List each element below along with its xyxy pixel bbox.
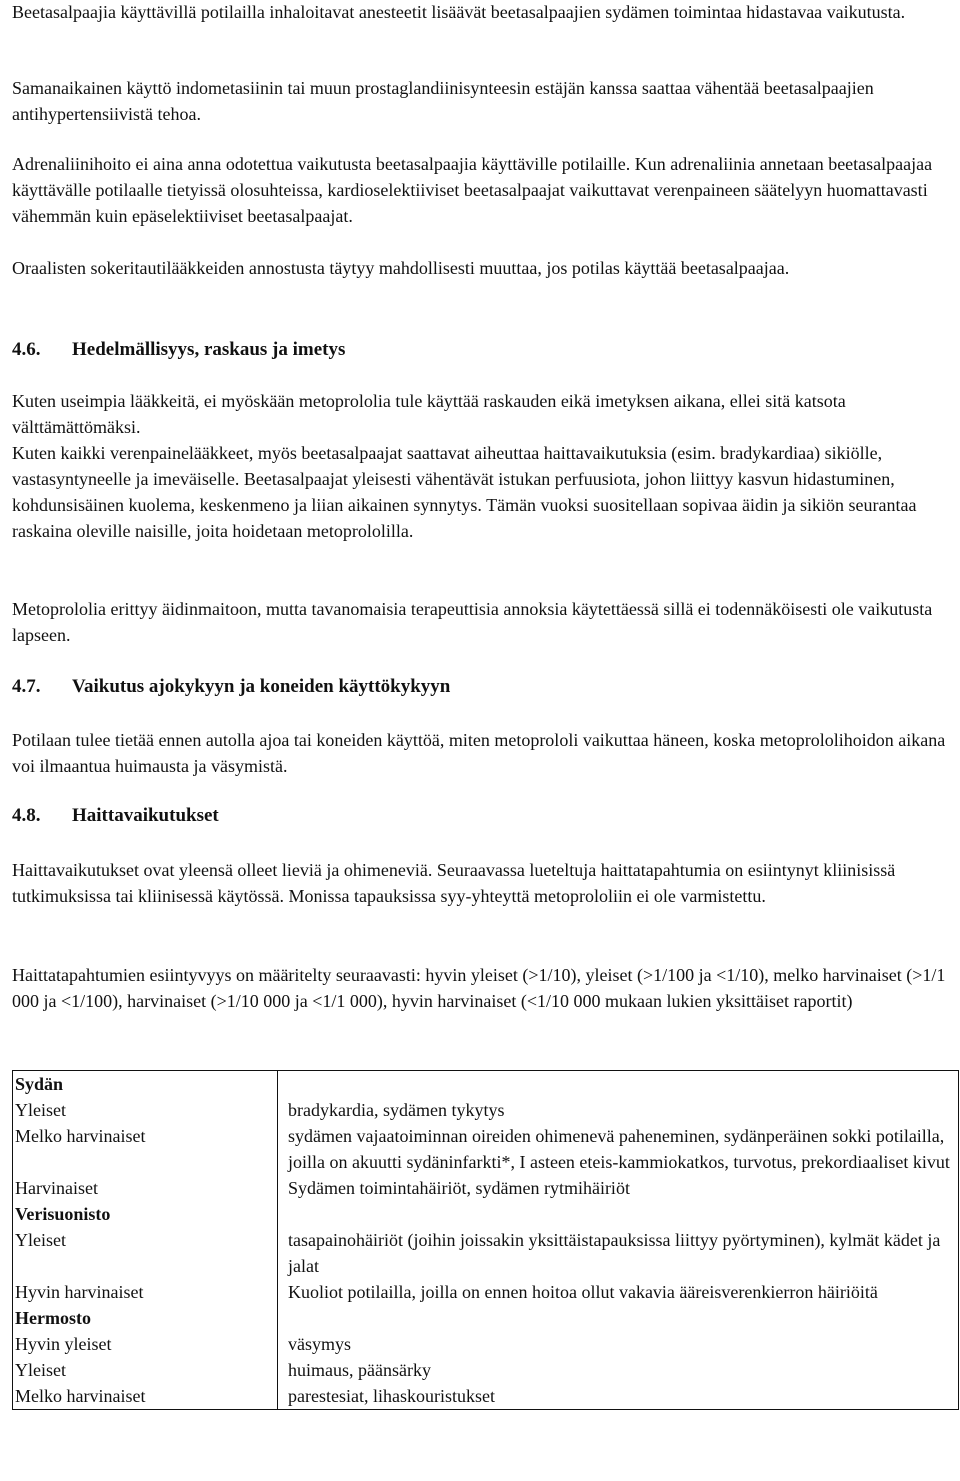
effect-cell: Sydämen toimintahäiriöt, sydämen rytmihäiriöt — [278, 1175, 959, 1201]
paragraph-breastfeeding: Metoprololia erittyy äidinmaitoon, mutta tavanomaisia terapeuttisia annoksia käytettäessä sillä ei todennäköisesti ole vaikutusta lapseen. — [12, 599, 933, 645]
paragraph-antidiabetics: Oraalisten sokeritautilääkkeiden annostusta täytyy mahdollisesti muuttaa, jos potilas käyttää beetasalpaajaa. — [12, 258, 790, 278]
effect-cell: huimaus, päänsärky — [278, 1357, 959, 1383]
effect-cell: parestesiat, lihaskouristukset — [278, 1383, 959, 1410]
paragraph-adrenaline: Adrenaliinihoito ei aina anna odotettua vaikutusta beetasalpaajia käyttäville potilaille. Kun adrenaliinia annetaan beetasalpaajaa käyttävälle potilaalle tietyissä olosuhteissa, kardioselektiiviset beetasalpaajat vaikuttavat verenpaineen säätelyyn huomattavasti vähemmän kuin epäselektiiviset beetasalpaajat. — [12, 154, 933, 226]
frequency-cell: Yleiset — [13, 1357, 278, 1383]
frequency-cell: Yleiset — [13, 1097, 278, 1123]
table-row — [13, 1331, 959, 1357]
category-cell: Hermosto — [13, 1305, 278, 1331]
section-title: Vaikutus ajokykyyn ja koneiden käyttökykyyn — [72, 676, 451, 697]
adverse-effects-table — [12, 1070, 959, 1410]
effect-cell: Kuoliot potilailla, joilla on ennen hoitoa ollut vakavia ääreisverenkierron häiriöitä — [278, 1279, 959, 1305]
frequency-cell: Harvinaiset — [13, 1175, 278, 1201]
section-title: Haittavaikutukset — [72, 805, 219, 826]
paragraph-adverse-summary: Haittavaikutukset ovat yleensä olleet lieviä ja ohimeneviä. Seuraavassa lueteltuja haittatapahtumia on esiintynyt kliinisissä tutkimuksissa tai kliinisessä käytössä. Monissa tapauksissa syy-yhteyttä metoprololiin ei ole varmistettu. — [12, 860, 896, 906]
frequency-cell: Melko harvinaiset — [13, 1383, 278, 1410]
paragraph-frequency-definitions: Haittatapahtumien esiintyvyys on määritelty seuraavasti: hyvin yleiset (>1/10), yleiset (>1/100 ja <1/10), melko harvinaiset (>1/1 000 ja <1/100), harvinaiset (>1/10 000 ja <1/1 000), hyvin harvinaiset (<1/10 000 mukaan lukien yksittäiset raportit) — [12, 965, 946, 1011]
section-heading-4-8 — [12, 804, 219, 828]
table-row — [13, 1227, 959, 1279]
effect-cell: väsymys — [278, 1331, 959, 1357]
table-row — [13, 1071, 959, 1098]
frequency-cell: Yleiset — [13, 1227, 278, 1279]
section-number: 4.6. — [12, 339, 41, 360]
table-row — [13, 1201, 959, 1227]
table-row — [13, 1097, 959, 1123]
frequency-cell: Melko harvinaiset — [13, 1123, 278, 1175]
category-cell: Verisuonisto — [13, 1201, 278, 1227]
section-number: 4.7. — [12, 676, 41, 697]
effect-cell: sydämen vajaatoiminnan oireiden ohimenevä paheneminen, sydänperäinen sokki potilailla, joilla on akuutti sydäninfarkti*, I asteen eteis-kammiokatkos, turvotus, prekordiaaliset kivut — [278, 1123, 959, 1175]
section-heading-4-6 — [12, 338, 345, 362]
section-heading-4-7 — [12, 675, 450, 699]
effect-cell: bradykardia, sydämen tykytys — [278, 1097, 959, 1123]
paragraph-anesthetics: Beetasalpaajia käyttävillä potilailla inhaloitavat anesteetit lisäävät beetasalpaajien sydämen toimintaa hidastavaa vaikutusta. — [12, 2, 906, 22]
table-row — [13, 1383, 959, 1410]
frequency-cell: Hyvin yleiset — [13, 1331, 278, 1357]
frequency-cell: Hyvin harvinaiset — [13, 1279, 278, 1305]
category-cell: Sydän — [13, 1071, 278, 1098]
section-number: 4.8. — [12, 805, 41, 826]
table-row — [13, 1305, 959, 1331]
section-title: Hedelmällisyys, raskaus ja imetys — [72, 339, 346, 360]
table-row — [13, 1279, 959, 1305]
paragraph-indomethacin: Samanaikainen käyttö indometasiinin tai muun prostaglandiinisynteesin estäjän kanssa saattaa vähentää beetasalpaajien antihypertensiivistä tehoa. — [12, 78, 874, 124]
table-row — [13, 1175, 959, 1201]
effect-cell: tasapainohäiriöt (joihin joissakin yksittäistapauksissa liittyy pyörtyminen), kylmät kädet ja jalat — [278, 1227, 959, 1279]
table-row — [13, 1123, 959, 1175]
paragraph-pregnancy: Kuten useimpia lääkkeitä, ei myöskään metoprololia tule käyttää raskauden eikä imetyksen aikana, ellei sitä katsota välttämättömäksi. — [12, 391, 846, 437]
table-row — [13, 1357, 959, 1383]
paragraph-driving: Potilaan tulee tietää ennen autolla ajoa tai koneiden käyttöä, miten metoprololi vaikuttaa häneen, koska metoprololihoidon aikana voi ilmaantua huimausta ja väsymistä. — [12, 730, 946, 776]
paragraph-fetal-effects: Kuten kaikki verenpainelääkkeet, myös beetasalpaajat saattavat aiheuttaa haittavaikutuksia (esim. bradykardiaa) sikiölle, vastasyntyneelle ja imeväiselle. Beetasalpaajat yleisesti vähentävät istukan perfuusiota, johon liittyy kasvun hidastuminen, kohdunsisäinen kuolema, keskenmeno ja liian aikainen synnytys. Tämän vuoksi suositellaan sopivaa äidin ja sikiön seurantaa raskaina oleville naisille, joita hoidetaan metoprololilla. — [12, 443, 917, 541]
